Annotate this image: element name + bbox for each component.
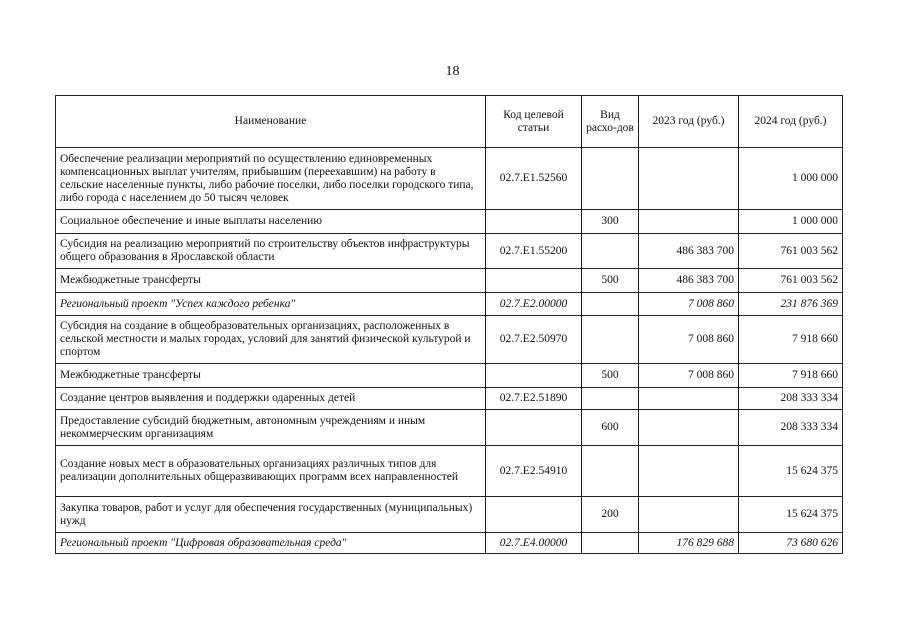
- row-2023: [639, 148, 739, 210]
- table-row: [56, 497, 843, 533]
- row-code: [486, 497, 582, 533]
- row-code: 02.7.E2.51890: [486, 388, 582, 410]
- header-type: Вид расхо-дов: [582, 96, 639, 148]
- table-row: [56, 410, 843, 446]
- row-code: [486, 269, 582, 293]
- table-row: [56, 234, 843, 269]
- row-type: [582, 446, 639, 497]
- row-name: Создание центров выявления и поддержки одаренных детей: [56, 388, 486, 410]
- row-type: 200: [582, 497, 639, 533]
- table-row: [56, 210, 843, 234]
- row-2024: 761 003 562: [739, 269, 843, 293]
- row-2024: 7 918 660: [739, 316, 843, 364]
- header-2023: 2023 год (руб.): [639, 96, 739, 148]
- row-name: Обеспечение реализации мероприятий по осуществлению единовременных компенсационных выплат учителям, прибывшим (переехавшим) на работу в сельские населенные пункты, либо рабочие поселки, либо поселки городского типа, либо города с населением до 50 тысяч человек: [56, 148, 486, 210]
- header-name: Наименование: [56, 96, 486, 148]
- row-2024: 231 876 369: [739, 293, 843, 316]
- header-code: Код целевой статьи: [486, 96, 582, 148]
- row-2024: 15 624 375: [739, 497, 843, 533]
- row-name: Региональный проект "Цифровая образовательная среда": [56, 533, 486, 554]
- row-2023: [639, 410, 739, 446]
- header-2024: 2024 год (руб.): [739, 96, 843, 148]
- row-type: 500: [582, 269, 639, 293]
- row-name: Создание новых мест в образовательных организациях различных типов для реализации дополнительных общеразвивающих программ всех направленностей: [56, 446, 486, 497]
- budget-table: [55, 95, 843, 554]
- table-row: [56, 388, 843, 410]
- row-2024: 1 000 000: [739, 148, 843, 210]
- row-type: [582, 293, 639, 316]
- row-type: [582, 234, 639, 269]
- row-code: 02.7.E2.00000: [486, 293, 582, 316]
- row-code: 02.7.E1.55200: [486, 234, 582, 269]
- row-code: 02.7.E2.50970: [486, 316, 582, 364]
- table-row: [56, 533, 843, 554]
- row-type: [582, 533, 639, 554]
- row-name: Предоставление субсидий бюджетным, автономным учреждениям и иным некоммерческим организациям: [56, 410, 486, 446]
- row-2023: 7 008 860: [639, 364, 739, 388]
- table-row: [56, 364, 843, 388]
- row-code: [486, 410, 582, 446]
- row-name: Субсидия на реализацию мероприятий по строительству объектов инфраструктуры общего образования в Ярославской области: [56, 234, 486, 269]
- table-row: [56, 269, 843, 293]
- row-name: Межбюджетные трансферты: [56, 364, 486, 388]
- row-2023: 176 829 688: [639, 533, 739, 554]
- row-2024: 1 000 000: [739, 210, 843, 234]
- row-code: 02.7.E2.54910: [486, 446, 582, 497]
- row-2024: 7 918 660: [739, 364, 843, 388]
- row-code: 02.7.E1.52560: [486, 148, 582, 210]
- row-code: [486, 364, 582, 388]
- row-2024: 73 680 626: [739, 533, 843, 554]
- row-2023: 486 383 700: [639, 234, 739, 269]
- row-name: Межбюджетные трансферты: [56, 269, 486, 293]
- row-name: Субсидия на создание в общеобразовательных организациях, расположенных в сельской местности и малых городах, условий для занятий физической культурой и спортом: [56, 316, 486, 364]
- table-row: [56, 293, 843, 316]
- row-code: [486, 210, 582, 234]
- table-row: [56, 316, 843, 364]
- row-2023: 7 008 860: [639, 316, 739, 364]
- row-2024: 761 003 562: [739, 234, 843, 269]
- table-row: [56, 446, 843, 497]
- row-2023: 486 383 700: [639, 269, 739, 293]
- table-row: [56, 148, 843, 210]
- row-2023: 7 008 860: [639, 293, 739, 316]
- row-type: 300: [582, 210, 639, 234]
- row-name: Социальное обеспечение и иные выплаты населению: [56, 210, 486, 234]
- row-2023: [639, 446, 739, 497]
- row-type: [582, 148, 639, 210]
- row-2023: [639, 497, 739, 533]
- row-name: Региональный проект "Успех каждого ребенка": [56, 293, 486, 316]
- row-2024: 208 333 334: [739, 410, 843, 446]
- row-2024: 208 333 334: [739, 388, 843, 410]
- row-2023: [639, 210, 739, 234]
- row-name: Закупка товаров, работ и услуг для обеспечения государственных (муниципальных) нужд: [56, 497, 486, 533]
- row-type: [582, 316, 639, 364]
- row-2024: 15 624 375: [739, 446, 843, 497]
- row-type: 600: [582, 410, 639, 446]
- row-type: 500: [582, 364, 639, 388]
- row-type: [582, 388, 639, 410]
- page-number: 18: [445, 64, 460, 79]
- row-code: 02.7.E4.00000: [486, 533, 582, 554]
- row-2023: [639, 388, 739, 410]
- table-header-row: [56, 96, 843, 148]
